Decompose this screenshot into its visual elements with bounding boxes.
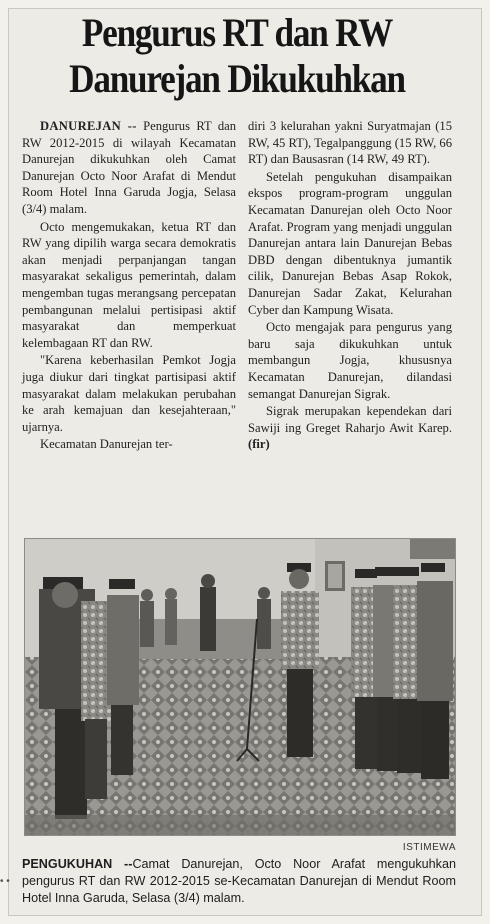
article-column-2 xyxy=(248,118,452,453)
caption-text: Camat Danurejan, Octo Noor Arafat mengukuhkan pengurus RT dan RW 2012-2015 se-Kecamatan Danurejan di Mendut Room Hotel Inna Garuda, Selasa (3/4) malam. xyxy=(22,857,456,905)
paragraph-8-text: Sigrak merupakan kependekan dari Sawiji ing Greget Raharjo Awit Karep. xyxy=(248,404,452,435)
dateline: DANUREJAN -- xyxy=(40,119,137,133)
paragraph-4: Kecamatan Danurejan ter- xyxy=(40,437,173,452)
caption-lead: PENGUKUHAN -- xyxy=(22,857,133,871)
ceremony-photo-illustration xyxy=(25,539,455,835)
paragraph-1-text: Pengurus RT dan RW 2012-2015 di wilayah Kecamatan Danurejan dikukuhkan oleh Camat Danurejan Octo Noor Arafat di Mendut Room Hotel Inna Garuda Jogja, Selasa (3/4) malam. xyxy=(22,119,236,216)
paragraph-2: Octo mengemukakan, ketua RT dan RW yang dipilih warga secara demokratis akan menjadi perpanjangan tangan masyarakat sekaligus pemerintah, dalam mengemban tugas merangsang percepatan pembangunan melalui pertisipasi aktif masyarakat dan memperkuat kelembagaan RT dan RW. xyxy=(22,219,236,350)
paragraph-3: "Karena keberhasilan Pemkot Jogja juga diukur dari tingkat partisipasi aktif masyarakat dalam melakukan perubahan ke arah kemajuan dan kesejahteraan," ujarnya. xyxy=(22,353,236,434)
news-photo xyxy=(24,538,456,836)
margin-marks: • • xyxy=(0,876,10,887)
photo-credit: ISTIMEWA xyxy=(402,842,456,853)
headline: Pengurus RT dan RW Danurejan Dikukuhkan xyxy=(69,10,405,101)
paragraph-6: Setelah pengukuhan disampaikan ekspos program-program unggulan Kecamatan Danurejan oleh Octo Noor Arafat. Program yang menjadi unggulan Danurejan antara lain Danurejan Bebas DBD dengan dibentuknya jumantik cilik, Danurejan Bebas Asap Rokok, Danurejan Sadar Zakat, Kelurahan Cyber dan Kampung Wisata. xyxy=(248,169,452,317)
paragraph-5: diri 3 kelurahan yakni Suryatmajan (15 RW, 45 RT), Tegalpanggung (15 RW, 66 RT) dan Bausasran (14 RW, 49 RT). xyxy=(248,119,452,167)
paragraph-8 xyxy=(248,403,452,453)
paragraph-1 xyxy=(22,118,236,218)
author-credit: (fir) xyxy=(248,437,270,452)
article-column-1 xyxy=(22,118,236,453)
paragraph-7: Octo mengajak para pengurus yang baru saja dikukuhkan untuk membangun Jogja, khususnya Kecamatan Danurejan, dilandasi semangat Danurejan Sigrak. xyxy=(248,320,452,401)
photo-caption xyxy=(22,856,456,907)
